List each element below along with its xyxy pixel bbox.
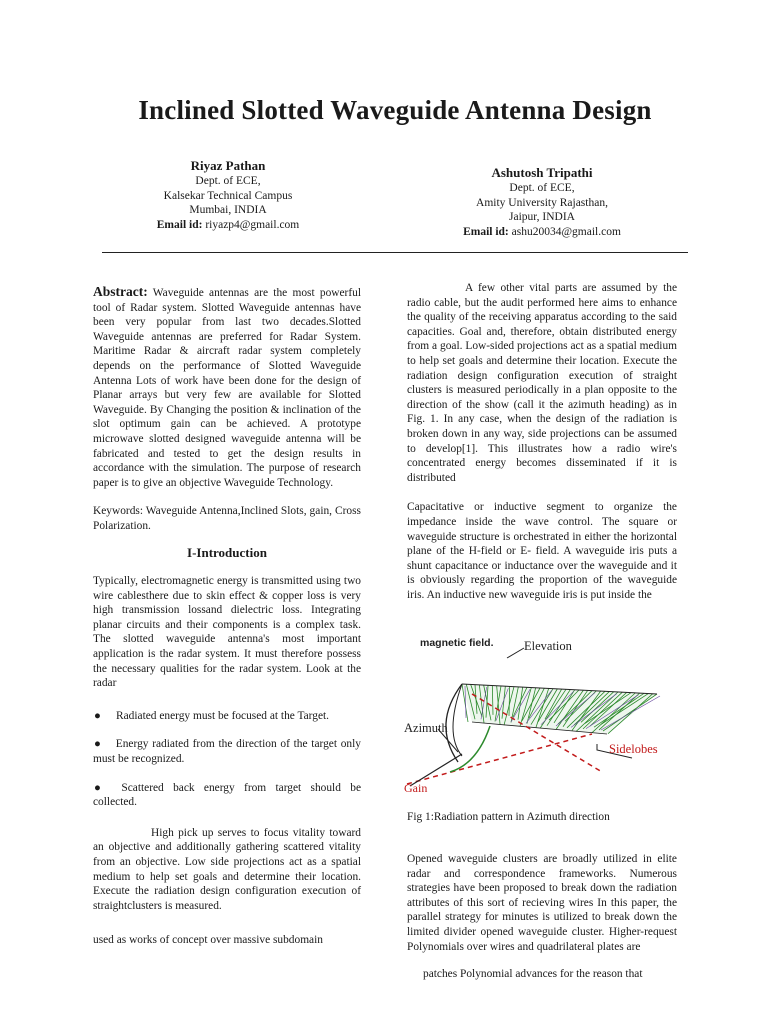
bullet-text: Energy radiated from the direction of the target only must be recognized. — [93, 738, 361, 766]
bullet-item — [93, 709, 361, 724]
intro-paragraph: High pick up serves to focus vitality toward an objective and additionally gathering scattered vitality from an objective. Low side projections act as a spatial medium to help set goals and determine their location. Execute the radiation design configuration execution of straightclusters is measured. — [93, 826, 361, 912]
header-divider — [102, 252, 688, 253]
section-heading: I-Introduction — [187, 544, 267, 560]
email-label: Email id: — [463, 225, 509, 238]
author-name: Riyaz Pathan — [190, 158, 266, 173]
bullet-item — [93, 781, 361, 810]
azimuth-label: Azimuth — [404, 721, 448, 735]
bullet-item — [93, 737, 361, 766]
body-paragraph: patches Polynomial advances for the reason that — [423, 968, 643, 981]
bullet-icon: ● — [94, 738, 102, 751]
intro-paragraph: used as works of concept over massive subdomain — [93, 934, 323, 947]
abstract-text: Waveguide antennas are the most powerful tool of Radar system. Slotted Waveguide antennas have been very popular from last two decades.Slotted Waveguide antennas are preferred for Radar System. Maritime Radar & aircraft radar system completely depends on the performance of Slotted Waveguide Antenna Lots of work have been done for the design of Planar arrays but very few are available for Slotted Waveguide. By Changing the position & inclination of the slot optimum gain can be achieved. A prototype microwave slotted designed waveguide antenna will be fabricated and tested to get the design results in accordance with the simulation. The purpose of research paper is to give an objective Waveguide Technology. — [93, 287, 361, 489]
author-block-2 — [432, 164, 652, 239]
intro-paragraph: Typically, electromagnetic energy is transmitted using two wire cablesthere due to skin effect & copper loss is very high transmission lossand dielectric loss. Integrating planar circuits and their components is a complex task. The slotted waveguide antenna's most important application is the radar system. It must therefore possess the necessary qualities for the radar system. Look at the radar — [93, 575, 361, 690]
author-block-1 — [118, 157, 338, 232]
elevation-label: Elevation — [524, 639, 572, 653]
author-email — [118, 218, 338, 233]
bullet-text: Scattered back energy from target should be collected. — [93, 781, 361, 809]
right-column-lower — [407, 852, 677, 982]
left-column — [93, 285, 361, 948]
radiation-pattern-figure — [402, 634, 692, 797]
abstract — [93, 285, 361, 490]
gain-label: Gain — [404, 781, 428, 795]
bullet-icon: ● — [94, 781, 108, 794]
abstract-heading: Abstract: — [93, 284, 148, 299]
elevation-arrow — [507, 648, 524, 658]
author-dept: Dept. of ECE, — [509, 182, 575, 194]
bullet-icon: ● — [94, 709, 101, 722]
author-institution: Amity University Rajasthan, — [476, 196, 608, 209]
sidelobe-dashed-line — [407, 734, 592, 784]
body-paragraph: A few other vital parts are assumed by the radio cable, but the audit performed here aims to enhance the quality of the receiving apparatus according to the said capacities. Goal and, therefore, obtain distributed energy from a goal. Low-sided projections act as a spatial medium to help set goals and determine their location. Execute the radiation design configuration execution of straight clusters is measured periodically in a plan opposite to the direction of the show (call it the azimuth heading) as in Fig. 1. In any case, when the design of the radiation is broken down in any way, side projections can be assumed to develop[1]. This illustrates how a radio wire's concentrated energy becomes disseminated if it is distributed — [407, 282, 677, 484]
keywords: Keywords: Waveguide Antenna,Inclined Slots, gain, Cross Polarization. — [93, 505, 361, 532]
body-paragraph: Opened waveguide clusters are broadly utilized in elite radar and correspondence frameworks. Numerous strategies have been proposed to break down the radiation attributes of this sort of recieving wires In this paper, the parallel strategy for minutes is utilized to break down the limited divider opened waveguide cluster. Higher-request Polynomials over wires and quadrilateral plates are — [407, 853, 677, 953]
email-label: Email id: — [156, 218, 203, 231]
bullet-text: Radiated energy must be focused at the Target. — [116, 709, 330, 722]
paper-title: Inclined Slotted Waveguide Antenna Design — [138, 95, 652, 125]
author-name: Ashutosh Tripathi — [491, 165, 593, 180]
right-column — [407, 281, 677, 602]
sidelobes-label: Sidelobes — [609, 742, 658, 756]
magnetic-field-label: magnetic field. — [420, 637, 494, 649]
author-location: Mumbai, INDIA — [189, 204, 267, 216]
author-dept: Dept. of ECE, — [195, 175, 261, 187]
elevation-arc — [446, 684, 462, 762]
author-location: Jaipur, INDIA — [509, 211, 575, 223]
author-email — [432, 225, 652, 240]
author-institution: Kalsekar Technical Campus — [163, 189, 293, 202]
figure-caption: Fig 1:Radiation pattern in Azimuth direction — [407, 811, 610, 823]
email-address: riyazp4@gmail.com — [205, 218, 300, 231]
body-paragraph: Capacitative or inductive segment to organize the impedance inside the wave control. The square or waveguide structure is orchestrated in either the horizontal plane of the H-field or E- field. A waveguide iris puts a shunt capacitance or inductance over the waveguide and it is obviously regarding the proportion of the waveguide iris. An inductive new waveguide iris is put inside the — [407, 501, 677, 601]
antenna-fan-hatching — [462, 684, 660, 734]
email-address: ashu20034@gmail.com — [511, 225, 621, 238]
